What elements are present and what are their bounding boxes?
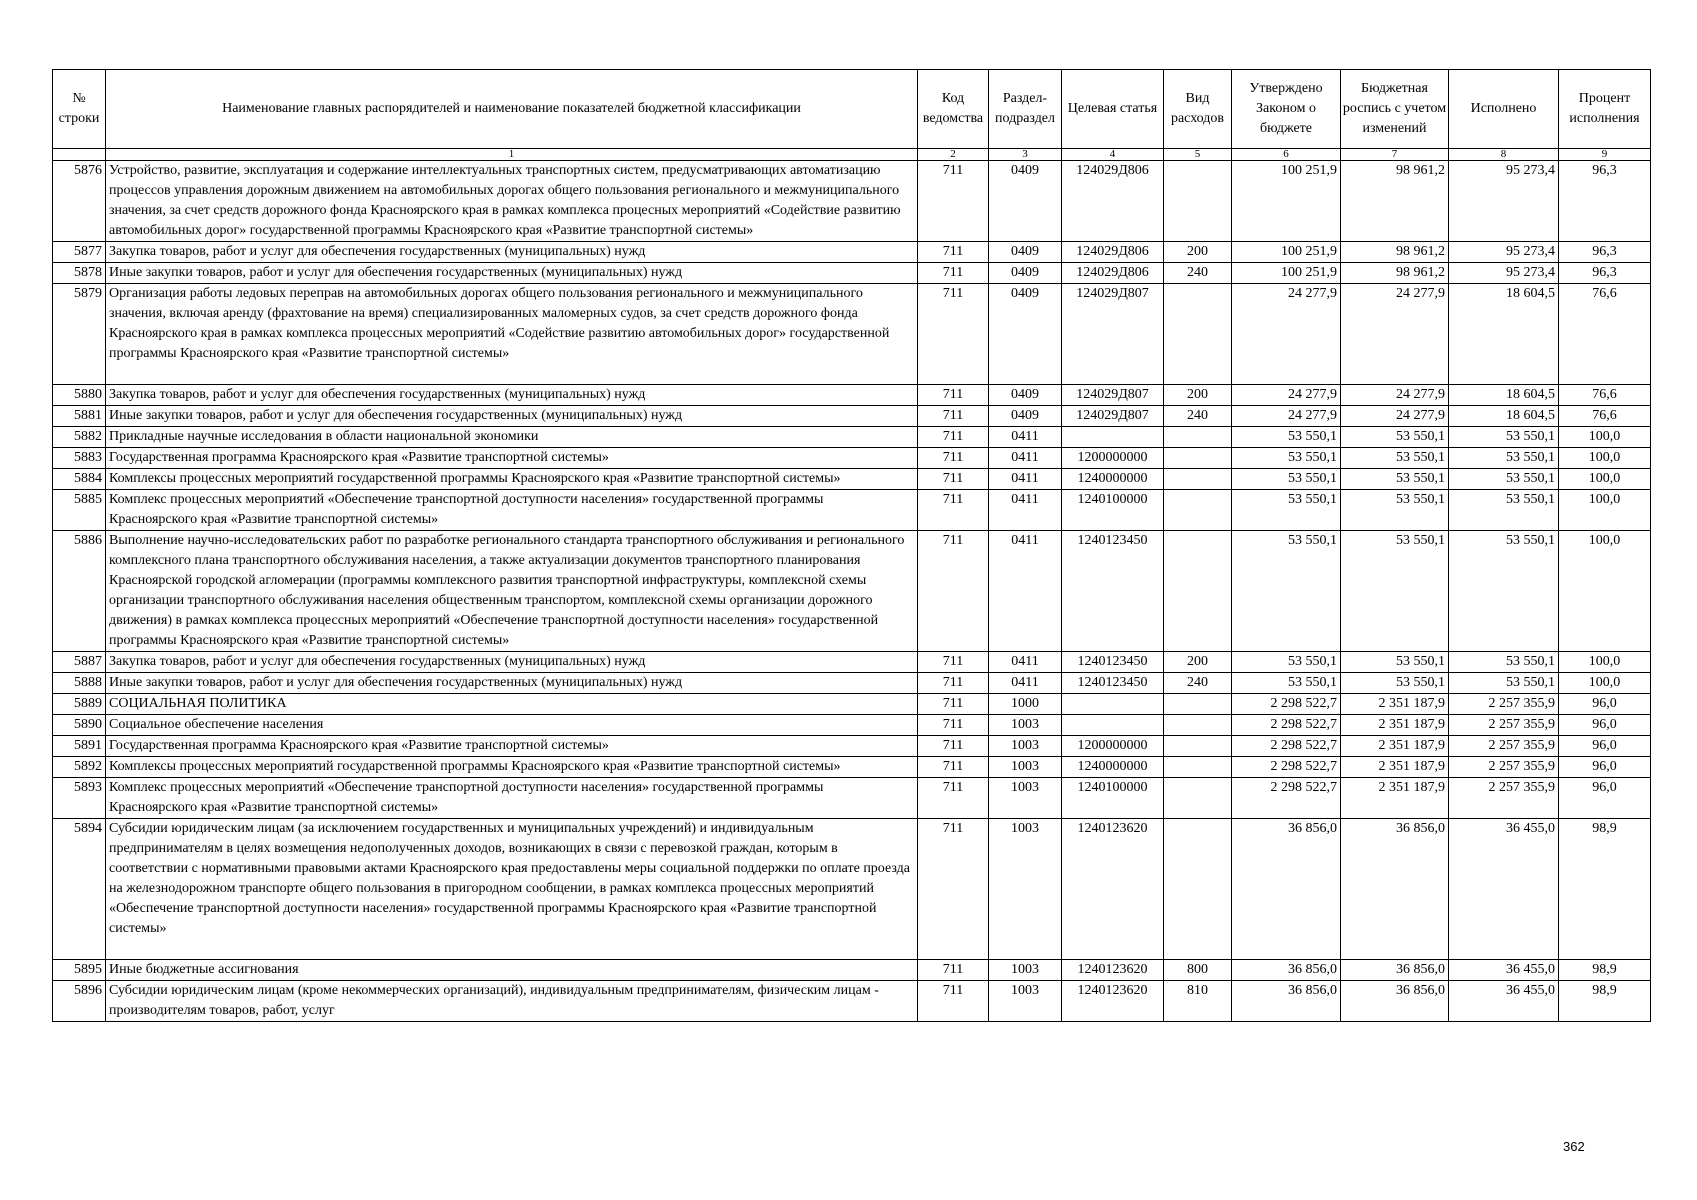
cell-target-article: 1240123620 bbox=[1062, 960, 1164, 981]
cell-revised: 2 351 187,9 bbox=[1341, 715, 1449, 736]
cell-revised: 53 550,1 bbox=[1341, 673, 1449, 694]
table-row bbox=[53, 161, 1651, 242]
cell-executed: 95 273,4 bbox=[1449, 242, 1559, 263]
table-row bbox=[53, 757, 1651, 778]
cell-row-number: 5882 bbox=[53, 427, 106, 448]
cell-section: 0409 bbox=[989, 406, 1062, 427]
cell-revised: 36 856,0 bbox=[1341, 819, 1449, 960]
cell-name: Организация работы ледовых переправ на автомобильных дорогах общего пользования регионального и межмуниципального значения, включая аренду (фрахтование на время) специализированных маломерных судов, за счет средств дорожного фонда Красноярского края в рамках комплекса процессных мероприятий «Содействие развитию автомобильных дорог» государственной программы Красноярского края «Развитие транспортной системы» bbox=[106, 284, 918, 385]
table-row bbox=[53, 819, 1651, 960]
cell-target-article: 1240000000 bbox=[1062, 469, 1164, 490]
cell-target-article bbox=[1062, 694, 1164, 715]
column-number-row bbox=[53, 149, 1651, 161]
cell-section: 0411 bbox=[989, 673, 1062, 694]
cell-name: Субсидии юридическим лицам (за исключением государственных и муниципальных учреждений) и индивидуальным предпринимателям в целях возмещения недополученных доходов, возникающих в связи с перевозкой граждан, которым в соответствии с нормативными правовыми актами Красноярского края предоставлены меры социальной поддержки по оплате проезда на железнодорожном транспорте общего пользования в пригородном сообщении, в рамках комплекса процессных мероприятий «Обеспечение транспортной доступности населения» государственной программы Красноярского края «Развитие транспортной системы» bbox=[106, 819, 918, 960]
cell-name: Закупка товаров, работ и услуг для обеспечения государственных (муниципальных) нужд bbox=[106, 652, 918, 673]
cell-executed: 2 257 355,9 bbox=[1449, 757, 1559, 778]
table-row bbox=[53, 284, 1651, 385]
cell-percent: 96,0 bbox=[1559, 736, 1651, 757]
cell-section: 0409 bbox=[989, 385, 1062, 406]
column-number: 3 bbox=[989, 149, 1062, 161]
cell-expense-kind: 240 bbox=[1164, 263, 1232, 284]
cell-expense-kind: 800 bbox=[1164, 960, 1232, 981]
cell-section: 1003 bbox=[989, 960, 1062, 981]
cell-executed: 18 604,5 bbox=[1449, 284, 1559, 385]
cell-expense-kind: 200 bbox=[1164, 652, 1232, 673]
cell-percent: 100,0 bbox=[1559, 427, 1651, 448]
cell-executed: 36 455,0 bbox=[1449, 960, 1559, 981]
cell-revised: 2 351 187,9 bbox=[1341, 757, 1449, 778]
cell-approved: 100 251,9 bbox=[1232, 161, 1341, 242]
column-number: 2 bbox=[918, 149, 989, 161]
cell-dept-code: 711 bbox=[918, 490, 989, 531]
cell-expense-kind bbox=[1164, 531, 1232, 652]
cell-executed: 53 550,1 bbox=[1449, 652, 1559, 673]
cell-section: 1003 bbox=[989, 819, 1062, 960]
header-approved: Утверждено Законом о бюджете bbox=[1232, 70, 1341, 149]
cell-percent: 100,0 bbox=[1559, 673, 1651, 694]
cell-section: 0411 bbox=[989, 469, 1062, 490]
column-number: 1 bbox=[106, 149, 918, 161]
cell-expense-kind bbox=[1164, 469, 1232, 490]
column-number: 6 bbox=[1232, 149, 1341, 161]
cell-approved: 2 298 522,7 bbox=[1232, 715, 1341, 736]
header-expense-kind: Вид расходов bbox=[1164, 70, 1232, 149]
cell-revised: 24 277,9 bbox=[1341, 385, 1449, 406]
table-row bbox=[53, 531, 1651, 652]
cell-percent: 100,0 bbox=[1559, 531, 1651, 652]
header-percent: Процент исполнения bbox=[1559, 70, 1651, 149]
cell-name: Иные бюджетные ассигнования bbox=[106, 960, 918, 981]
cell-target-article: 1240123620 bbox=[1062, 819, 1164, 960]
cell-row-number: 5881 bbox=[53, 406, 106, 427]
cell-row-number: 5889 bbox=[53, 694, 106, 715]
cell-revised: 53 550,1 bbox=[1341, 427, 1449, 448]
cell-expense-kind bbox=[1164, 161, 1232, 242]
cell-approved: 53 550,1 bbox=[1232, 469, 1341, 490]
header-revised: Бюджетная роспись с учетом изменений bbox=[1341, 70, 1449, 149]
cell-target-article: 1240123450 bbox=[1062, 673, 1164, 694]
cell-dept-code: 711 bbox=[918, 448, 989, 469]
cell-approved: 2 298 522,7 bbox=[1232, 757, 1341, 778]
cell-executed: 36 455,0 bbox=[1449, 981, 1559, 1022]
cell-dept-code: 711 bbox=[918, 960, 989, 981]
cell-target-article bbox=[1062, 715, 1164, 736]
cell-name: Комплекс процессных мероприятий «Обеспечение транспортной доступности населения» государственной программы Красноярского края «Развитие транспортной системы» bbox=[106, 778, 918, 819]
cell-section: 1003 bbox=[989, 736, 1062, 757]
cell-dept-code: 711 bbox=[918, 981, 989, 1022]
cell-percent: 98,9 bbox=[1559, 981, 1651, 1022]
cell-dept-code: 711 bbox=[918, 284, 989, 385]
cell-name: Прикладные научные исследования в области национальной экономики bbox=[106, 427, 918, 448]
table-row bbox=[53, 385, 1651, 406]
cell-name: Закупка товаров, работ и услуг для обеспечения государственных (муниципальных) нужд bbox=[106, 242, 918, 263]
cell-percent: 76,6 bbox=[1559, 284, 1651, 385]
cell-approved: 53 550,1 bbox=[1232, 652, 1341, 673]
cell-row-number: 5895 bbox=[53, 960, 106, 981]
cell-dept-code: 711 bbox=[918, 715, 989, 736]
cell-expense-kind: 810 bbox=[1164, 981, 1232, 1022]
cell-expense-kind bbox=[1164, 715, 1232, 736]
table-row bbox=[53, 981, 1651, 1022]
cell-revised: 53 550,1 bbox=[1341, 531, 1449, 652]
cell-approved: 2 298 522,7 bbox=[1232, 778, 1341, 819]
table-row bbox=[53, 652, 1651, 673]
cell-target-article: 1240123620 bbox=[1062, 981, 1164, 1022]
cell-section: 0411 bbox=[989, 427, 1062, 448]
cell-revised: 36 856,0 bbox=[1341, 960, 1449, 981]
table-row bbox=[53, 960, 1651, 981]
header-target-article: Целевая статья bbox=[1062, 70, 1164, 149]
cell-target-article: 1240123450 bbox=[1062, 531, 1164, 652]
cell-dept-code: 711 bbox=[918, 242, 989, 263]
cell-executed: 53 550,1 bbox=[1449, 673, 1559, 694]
cell-expense-kind bbox=[1164, 819, 1232, 960]
header-dept-code: Код ведомства bbox=[918, 70, 989, 149]
cell-revised: 53 550,1 bbox=[1341, 652, 1449, 673]
cell-percent: 96,3 bbox=[1559, 161, 1651, 242]
cell-revised: 2 351 187,9 bbox=[1341, 694, 1449, 715]
table-row bbox=[53, 469, 1651, 490]
cell-dept-code: 711 bbox=[918, 819, 989, 960]
cell-revised: 36 856,0 bbox=[1341, 981, 1449, 1022]
cell-percent: 96,3 bbox=[1559, 263, 1651, 284]
cell-dept-code: 711 bbox=[918, 406, 989, 427]
header-name: Наименование главных распорядителей и наименование показателей бюджетной классификации bbox=[106, 70, 918, 149]
cell-dept-code: 711 bbox=[918, 673, 989, 694]
cell-approved: 2 298 522,7 bbox=[1232, 694, 1341, 715]
cell-approved: 100 251,9 bbox=[1232, 242, 1341, 263]
cell-row-number: 5887 bbox=[53, 652, 106, 673]
table-row bbox=[53, 778, 1651, 819]
cell-expense-kind bbox=[1164, 490, 1232, 531]
cell-name: Иные закупки товаров, работ и услуг для обеспечения государственных (муниципальных) нужд bbox=[106, 263, 918, 284]
cell-approved: 53 550,1 bbox=[1232, 673, 1341, 694]
cell-dept-code: 711 bbox=[918, 694, 989, 715]
cell-name: Иные закупки товаров, работ и услуг для обеспечения государственных (муниципальных) нужд bbox=[106, 673, 918, 694]
cell-section: 0409 bbox=[989, 242, 1062, 263]
cell-section: 0409 bbox=[989, 284, 1062, 385]
cell-expense-kind bbox=[1164, 736, 1232, 757]
cell-section: 1003 bbox=[989, 757, 1062, 778]
cell-expense-kind bbox=[1164, 778, 1232, 819]
cell-name: Иные закупки товаров, работ и услуг для обеспечения государственных (муниципальных) нужд bbox=[106, 406, 918, 427]
cell-executed: 95 273,4 bbox=[1449, 161, 1559, 242]
budget-table bbox=[52, 69, 1651, 1022]
cell-percent: 96,3 bbox=[1559, 242, 1651, 263]
cell-executed: 53 550,1 bbox=[1449, 531, 1559, 652]
cell-name: Государственная программа Красноярского края «Развитие транспортной системы» bbox=[106, 448, 918, 469]
cell-dept-code: 711 bbox=[918, 385, 989, 406]
header-row bbox=[53, 70, 1651, 149]
cell-percent: 96,0 bbox=[1559, 694, 1651, 715]
cell-target-article: 124029Д807 bbox=[1062, 385, 1164, 406]
cell-expense-kind bbox=[1164, 284, 1232, 385]
cell-expense-kind bbox=[1164, 448, 1232, 469]
cell-section: 0411 bbox=[989, 448, 1062, 469]
cell-row-number: 5883 bbox=[53, 448, 106, 469]
cell-section: 0411 bbox=[989, 490, 1062, 531]
table-body bbox=[53, 161, 1651, 1022]
cell-target-article: 124029Д807 bbox=[1062, 406, 1164, 427]
cell-expense-kind bbox=[1164, 694, 1232, 715]
cell-section: 1000 bbox=[989, 694, 1062, 715]
cell-dept-code: 711 bbox=[918, 161, 989, 242]
cell-percent: 76,6 bbox=[1559, 385, 1651, 406]
cell-executed: 53 550,1 bbox=[1449, 469, 1559, 490]
cell-row-number: 5880 bbox=[53, 385, 106, 406]
cell-row-number: 5878 bbox=[53, 263, 106, 284]
cell-row-number: 5876 bbox=[53, 161, 106, 242]
cell-section: 1003 bbox=[989, 778, 1062, 819]
cell-target-article: 124029Д806 bbox=[1062, 161, 1164, 242]
cell-target-article bbox=[1062, 427, 1164, 448]
cell-section: 1003 bbox=[989, 981, 1062, 1022]
cell-approved: 24 277,9 bbox=[1232, 385, 1341, 406]
header-row-number: № строки bbox=[53, 70, 106, 149]
cell-target-article: 1240100000 bbox=[1062, 778, 1164, 819]
cell-target-article: 1200000000 bbox=[1062, 736, 1164, 757]
cell-row-number: 5890 bbox=[53, 715, 106, 736]
cell-section: 0411 bbox=[989, 531, 1062, 652]
cell-percent: 100,0 bbox=[1559, 469, 1651, 490]
cell-percent: 96,0 bbox=[1559, 778, 1651, 819]
cell-section: 0409 bbox=[989, 263, 1062, 284]
cell-name: Устройство, развитие, эксплуатация и содержание интеллектуальных транспортных систем, предусматривающих автоматизацию процессов управления дорожным движением на автомобильных дорогах общего пользования регионального и межмуниципального значения, за счет средств дорожного фонда Красноярского края в рамках комплекса процесных мероприятий «Содействие развитию автомобильных дорог» государственной программы Красноярского края «Развитие транспортной системы» bbox=[106, 161, 918, 242]
table-row bbox=[53, 490, 1651, 531]
cell-approved: 24 277,9 bbox=[1232, 284, 1341, 385]
table-row bbox=[53, 694, 1651, 715]
cell-dept-code: 711 bbox=[918, 469, 989, 490]
cell-target-article: 124029Д806 bbox=[1062, 263, 1164, 284]
table-row bbox=[53, 263, 1651, 284]
cell-approved: 100 251,9 bbox=[1232, 263, 1341, 284]
header-section: Раздел-подраздел bbox=[989, 70, 1062, 149]
cell-approved: 2 298 522,7 bbox=[1232, 736, 1341, 757]
cell-name: СОЦИАЛЬНАЯ ПОЛИТИКА bbox=[106, 694, 918, 715]
table-row bbox=[53, 715, 1651, 736]
cell-row-number: 5892 bbox=[53, 757, 106, 778]
cell-revised: 53 550,1 bbox=[1341, 469, 1449, 490]
cell-expense-kind: 200 bbox=[1164, 242, 1232, 263]
cell-dept-code: 711 bbox=[918, 778, 989, 819]
table-row bbox=[53, 448, 1651, 469]
cell-approved: 53 550,1 bbox=[1232, 427, 1341, 448]
cell-percent: 98,9 bbox=[1559, 819, 1651, 960]
column-number: 4 bbox=[1062, 149, 1164, 161]
column-number: 5 bbox=[1164, 149, 1232, 161]
column-number: 7 bbox=[1341, 149, 1449, 161]
cell-expense-kind: 240 bbox=[1164, 673, 1232, 694]
cell-percent: 96,0 bbox=[1559, 715, 1651, 736]
cell-dept-code: 711 bbox=[918, 427, 989, 448]
cell-target-article: 124029Д806 bbox=[1062, 242, 1164, 263]
cell-revised: 98 961,2 bbox=[1341, 263, 1449, 284]
cell-approved: 53 550,1 bbox=[1232, 490, 1341, 531]
table-row bbox=[53, 406, 1651, 427]
cell-row-number: 5879 bbox=[53, 284, 106, 385]
cell-executed: 95 273,4 bbox=[1449, 263, 1559, 284]
cell-executed: 53 550,1 bbox=[1449, 427, 1559, 448]
cell-name: Государственная программа Красноярского края «Развитие транспортной системы» bbox=[106, 736, 918, 757]
cell-percent: 76,6 bbox=[1559, 406, 1651, 427]
cell-percent: 100,0 bbox=[1559, 490, 1651, 531]
column-number: 9 bbox=[1559, 149, 1651, 161]
cell-executed: 2 257 355,9 bbox=[1449, 694, 1559, 715]
cell-executed: 2 257 355,9 bbox=[1449, 778, 1559, 819]
cell-dept-code: 711 bbox=[918, 531, 989, 652]
cell-expense-kind bbox=[1164, 757, 1232, 778]
header-executed: Исполнено bbox=[1449, 70, 1559, 149]
cell-approved: 36 856,0 bbox=[1232, 960, 1341, 981]
cell-executed: 53 550,1 bbox=[1449, 490, 1559, 531]
cell-target-article: 1240100000 bbox=[1062, 490, 1164, 531]
cell-name: Комплексы процессных мероприятий государственной программы Красноярского края «Развитие транспортной системы» bbox=[106, 469, 918, 490]
cell-revised: 24 277,9 bbox=[1341, 284, 1449, 385]
cell-row-number: 5877 bbox=[53, 242, 106, 263]
cell-approved: 53 550,1 bbox=[1232, 448, 1341, 469]
cell-expense-kind bbox=[1164, 427, 1232, 448]
cell-percent: 98,9 bbox=[1559, 960, 1651, 981]
cell-row-number: 5884 bbox=[53, 469, 106, 490]
cell-section: 0409 bbox=[989, 161, 1062, 242]
cell-executed: 36 455,0 bbox=[1449, 819, 1559, 960]
cell-row-number: 5893 bbox=[53, 778, 106, 819]
cell-revised: 53 550,1 bbox=[1341, 490, 1449, 531]
cell-revised: 2 351 187,9 bbox=[1341, 736, 1449, 757]
cell-approved: 24 277,9 bbox=[1232, 406, 1341, 427]
table-row bbox=[53, 242, 1651, 263]
cell-row-number: 5888 bbox=[53, 673, 106, 694]
cell-revised: 2 351 187,9 bbox=[1341, 778, 1449, 819]
cell-revised: 53 550,1 bbox=[1341, 448, 1449, 469]
cell-executed: 2 257 355,9 bbox=[1449, 736, 1559, 757]
cell-target-article: 1200000000 bbox=[1062, 448, 1164, 469]
cell-expense-kind: 240 bbox=[1164, 406, 1232, 427]
cell-executed: 2 257 355,9 bbox=[1449, 715, 1559, 736]
cell-row-number: 5886 bbox=[53, 531, 106, 652]
cell-dept-code: 711 bbox=[918, 652, 989, 673]
cell-percent: 100,0 bbox=[1559, 652, 1651, 673]
column-number: 8 bbox=[1449, 149, 1559, 161]
cell-name: Комплекс процессных мероприятий «Обеспечение транспортной доступности населения» государственной программы Красноярского края «Развитие транспортной системы» bbox=[106, 490, 918, 531]
cell-section: 0411 bbox=[989, 652, 1062, 673]
cell-revised: 98 961,2 bbox=[1341, 242, 1449, 263]
cell-executed: 18 604,5 bbox=[1449, 385, 1559, 406]
cell-row-number: 5896 bbox=[53, 981, 106, 1022]
cell-name: Закупка товаров, работ и услуг для обеспечения государственных (муниципальных) нужд bbox=[106, 385, 918, 406]
cell-target-article: 124029Д807 bbox=[1062, 284, 1164, 385]
cell-name: Социальное обеспечение населения bbox=[106, 715, 918, 736]
cell-revised: 98 961,2 bbox=[1341, 161, 1449, 242]
cell-dept-code: 711 bbox=[918, 736, 989, 757]
table-row bbox=[53, 736, 1651, 757]
cell-target-article: 1240123450 bbox=[1062, 652, 1164, 673]
table-row bbox=[53, 427, 1651, 448]
cell-executed: 18 604,5 bbox=[1449, 406, 1559, 427]
cell-row-number: 5894 bbox=[53, 819, 106, 960]
cell-dept-code: 711 bbox=[918, 757, 989, 778]
cell-row-number: 5891 bbox=[53, 736, 106, 757]
cell-revised: 24 277,9 bbox=[1341, 406, 1449, 427]
cell-dept-code: 711 bbox=[918, 263, 989, 284]
cell-name: Субсидии юридическим лицам (кроме некоммерческих организаций), индивидуальным предпринимателям, физическим лицам - производителям товаров, работ, услуг bbox=[106, 981, 918, 1022]
cell-name: Комплексы процессных мероприятий государственной программы Красноярского края «Развитие транспортной системы» bbox=[106, 757, 918, 778]
cell-approved: 36 856,0 bbox=[1232, 819, 1341, 960]
table-row bbox=[53, 673, 1651, 694]
cell-approved: 53 550,1 bbox=[1232, 531, 1341, 652]
cell-executed: 53 550,1 bbox=[1449, 448, 1559, 469]
cell-approved: 36 856,0 bbox=[1232, 981, 1341, 1022]
cell-percent: 96,0 bbox=[1559, 757, 1651, 778]
cell-expense-kind: 200 bbox=[1164, 385, 1232, 406]
cell-target-article: 1240000000 bbox=[1062, 757, 1164, 778]
cell-name: Выполнение научно-исследовательских работ по разработке регионального стандарта транспортного обслуживания и регионального комплексного плана транспортного обслуживания населения, а также актуализации документов транспортного планирования Красноярской городской агломерации (программы комплексного развития транспортной инфраструктуры, комплексной схемы организации транспортного обслуживания населения общественным транспортом, комплексной схемы организации дорожного движения) в рамках комплекса процессных мероприятий «Обеспечение транспортной доступности населения» государственной программы Красноярского края «Развитие транспортной системы» bbox=[106, 531, 918, 652]
page-number: 362 bbox=[1563, 1139, 1585, 1154]
cell-row-number: 5885 bbox=[53, 490, 106, 531]
column-number bbox=[53, 149, 106, 161]
cell-section: 1003 bbox=[989, 715, 1062, 736]
cell-percent: 100,0 bbox=[1559, 448, 1651, 469]
